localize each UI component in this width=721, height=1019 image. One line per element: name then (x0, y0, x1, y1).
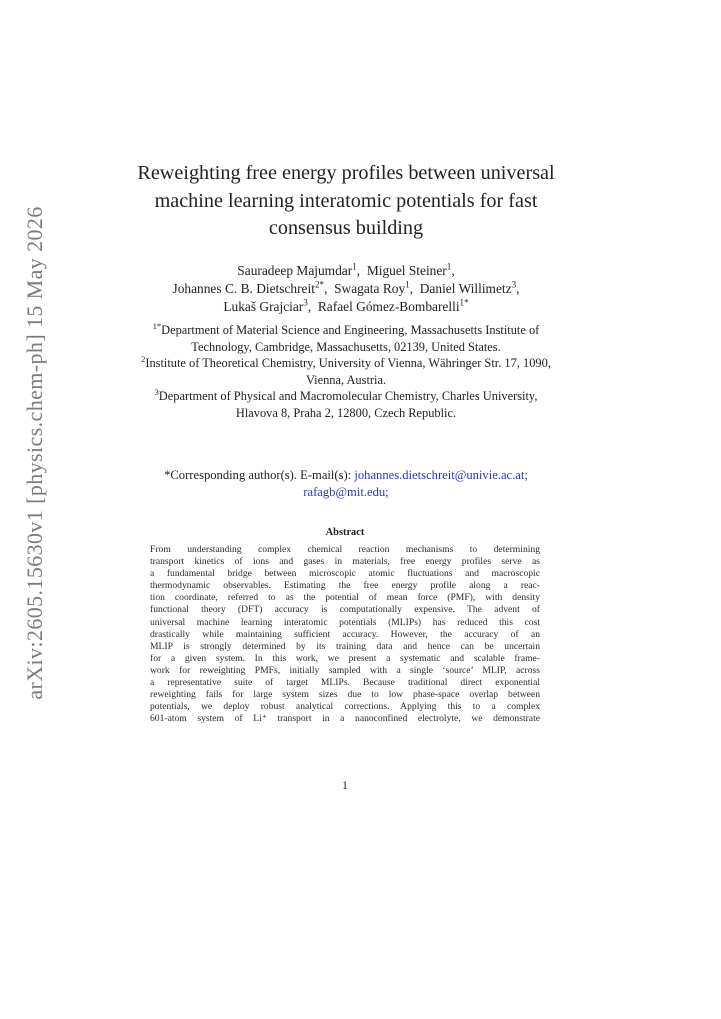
author-mark: 1 (446, 261, 452, 272)
abstract-line: 601-atom system of Li⁺ transport in a nanoconfined electrolyte, we demonstrate (150, 713, 540, 725)
author-name: Daniel Willimetz (419, 281, 512, 296)
affiliations (140, 322, 552, 422)
author-list (128, 262, 564, 316)
paper-title (128, 160, 564, 243)
author-name: Rafael Gómez-Bombarelli (317, 299, 460, 314)
author-name: Lukaš Grajciar (223, 299, 304, 314)
corresponding-author (128, 467, 564, 500)
corresponding-line (128, 484, 564, 501)
abstract-line: MLIP is strongly determined by its training data and hence can be uncertain (150, 640, 540, 652)
corresponding-prefix: *Corresponding author(s). E-mail(s): (164, 468, 352, 482)
abstract-line: thermodynamic observables. Estimating the free energy profile along a reac- (150, 580, 540, 592)
abstract-line: a representative suite of target MLIPs. Because traditional direct exponential (150, 677, 540, 689)
affiliation-mark: 1* (152, 320, 162, 331)
abstract-line: transport kinetics of ions and gases in materials, free energy profiles serve as (150, 556, 540, 568)
affiliation (140, 322, 552, 355)
abstract-body (150, 544, 540, 725)
email-link[interactable]: johannes.dietschreit@univie.ac.at; (354, 468, 528, 482)
abstract-line: universal machine learning interatomic potentials (MLIPs) has reduced this cost (150, 616, 540, 628)
abstract-line: potentials, we deploy robust analytical corrections. Applying this to a complex (150, 701, 540, 713)
page-number: 1 (342, 780, 348, 792)
abstract-line: tion coordinate, referred to as the potential of mean force (PMF), with density (150, 592, 540, 604)
author-mark: 1 (405, 279, 410, 290)
abstract-heading: Abstract (325, 527, 365, 538)
author-name: Swagata Roy (334, 281, 406, 296)
title-line: machine learning interatomic potentials for fast (154, 189, 538, 212)
author-line: Johannes C. B. Dietschreit$^{2*}$, Swagata Roy$^1$, Daniel Willimetz$^3$, (172, 279, 520, 296)
author-mark: 3 (511, 279, 517, 290)
arxiv-watermark (20, 206, 50, 700)
abstract-line: for a given system. In this work, we present a systematic and scalable frame- (150, 652, 540, 664)
abstract-line: From understanding complex chemical reaction mechanisms to determining (150, 544, 540, 555)
title-line: Reweighting free energy profiles between universal (137, 162, 555, 184)
abstract-line: reweighting fails for large system sizes due to low phase-space overlap between (150, 689, 540, 701)
author-name: Miguel Steiner (366, 263, 447, 278)
author-mark: 1* (459, 297, 469, 308)
author-line: Sauradeep Majumdar$^1$, Miguel Steiner$^1$, (237, 261, 455, 278)
affiliation (140, 388, 552, 421)
abstract-line: drastically while maintaining sufficient accuracy. However, the accuracy of an (150, 628, 540, 640)
affiliation-text: Department of Physical and Macromolecular Chemistry, Charles University, Hlavova 8, Praha 2, 12800, Czech Republic. (158, 389, 538, 420)
author-mark: 2* (314, 279, 325, 290)
author-mark: 1 (352, 261, 357, 272)
abstract-line: work for reweighting PMFs, initially sampled with a single ‘source’ MLIP, across (150, 664, 540, 676)
abstract-line: a fundamental bridge between microscopic atomic fluctuations and macroscopic (150, 568, 540, 580)
email-link[interactable]: rafagb@mit.edu; (303, 484, 389, 499)
corresponding-line (128, 467, 564, 484)
author-name: Sauradeep Majumdar (237, 263, 353, 278)
affiliation (140, 355, 552, 388)
affiliation-mark: 3 (154, 387, 159, 398)
author-name: Johannes C. B. Dietschreit (172, 281, 315, 296)
title-line: consensus building (268, 217, 424, 239)
affiliation-text: Institute of Theoretical Chemistry, University of Vienna, Währinger Str. 17, 1090, Vienna, Austria. (145, 356, 551, 387)
affiliation-mark: 2 (141, 354, 146, 365)
author-mark: 3 (303, 297, 308, 308)
affiliation-text: Department of Material Science and Engineering, Massachusetts Institute of Technology, Cambridge, Massachusetts, 02139, United States. (161, 323, 540, 354)
abstract-line: functional theory (DFT) accuracy is computationally expensive. The advent of (150, 604, 540, 616)
arxiv-watermark-text: arXiv:2605.15630v1 [physics.chem-ph] 15 May 2026 (22, 206, 47, 700)
author-line: Lukaš Grajciar$^3$, Rafael Gómez-Bombarelli$^{1*}$ (223, 297, 469, 314)
